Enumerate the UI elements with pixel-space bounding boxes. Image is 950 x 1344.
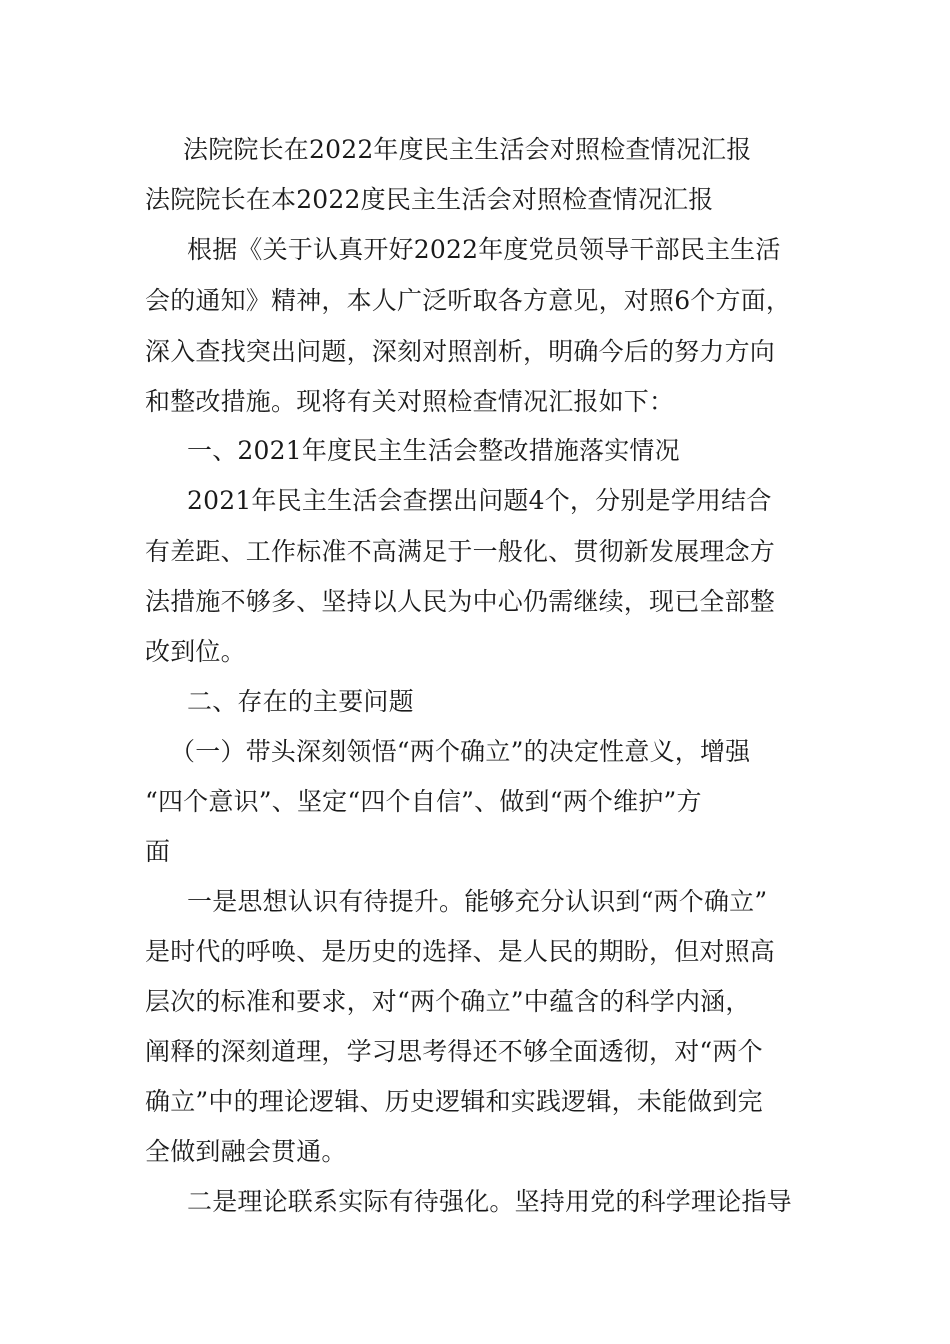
section-heading: 二、存在的主要问题 <box>187 687 414 716</box>
paragraph-line: 深入查找突出问题，深刻对照剖析，明确今后的努力方向 <box>145 337 776 366</box>
doc-subtitle: 法院院长在本2022度民主生活会对照检查情况汇报 <box>145 185 714 214</box>
paragraph-line: 法措施不够多、坚持以人民为中心仍需继续，现已全部整 <box>145 587 776 616</box>
paragraph-line: 一是思想认识有待提升。能够充分认识到“两个确立” <box>187 887 768 916</box>
paragraph-line: 确立”中的理论逻辑、历史逻辑和实践逻辑，未能做到完 <box>145 1087 763 1116</box>
paragraph-line: 2021年民主生活会查摆出问题4个，分别是学用结合 <box>187 486 772 515</box>
subsection-heading: “四个意识”、坚定“四个自信”、做到“两个维护”方 <box>145 787 702 816</box>
subsection-heading: 面 <box>145 837 171 866</box>
paragraph-line: 根据《关于认真开好2022年度党员领导干部民主生活 <box>187 235 781 264</box>
paragraph-line: 改到位。 <box>145 637 246 666</box>
paragraph-line: 是时代的呼唤、是历史的选择、是人民的期盼，但对照高 <box>145 937 776 966</box>
paragraph-line: 二是理论联系实际有待强化。坚持用党的科学理论指导 <box>187 1187 792 1216</box>
paragraph-line: 全做到融会贯通。 <box>145 1137 347 1166</box>
paragraph-line: 阐释的深刻道理，学习思考得还不够全面透彻，对“两个 <box>145 1037 763 1066</box>
paragraph-line: 层次的标准和要求，对“两个确立”中蕴含的科学内涵， <box>145 987 751 1016</box>
paragraph-line: 和整改措施。现将有关对照检查情况汇报如下： <box>145 387 675 416</box>
doc-title: 法院院长在2022年度民主生活会对照检查情况汇报 <box>183 135 752 164</box>
subsection-heading: （一）带头深刻领悟“两个确立”的决定性意义，增强 <box>170 737 751 766</box>
section-heading: 一、2021年度民主生活会整改措施落实情况 <box>187 436 680 465</box>
paragraph-line: 会的通知》精神，本人广泛听取各方意见，对照6个方面， <box>145 286 792 315</box>
paragraph-line: 有差距、工作标准不高满足于一般化、贯彻新发展理念方 <box>145 537 776 566</box>
